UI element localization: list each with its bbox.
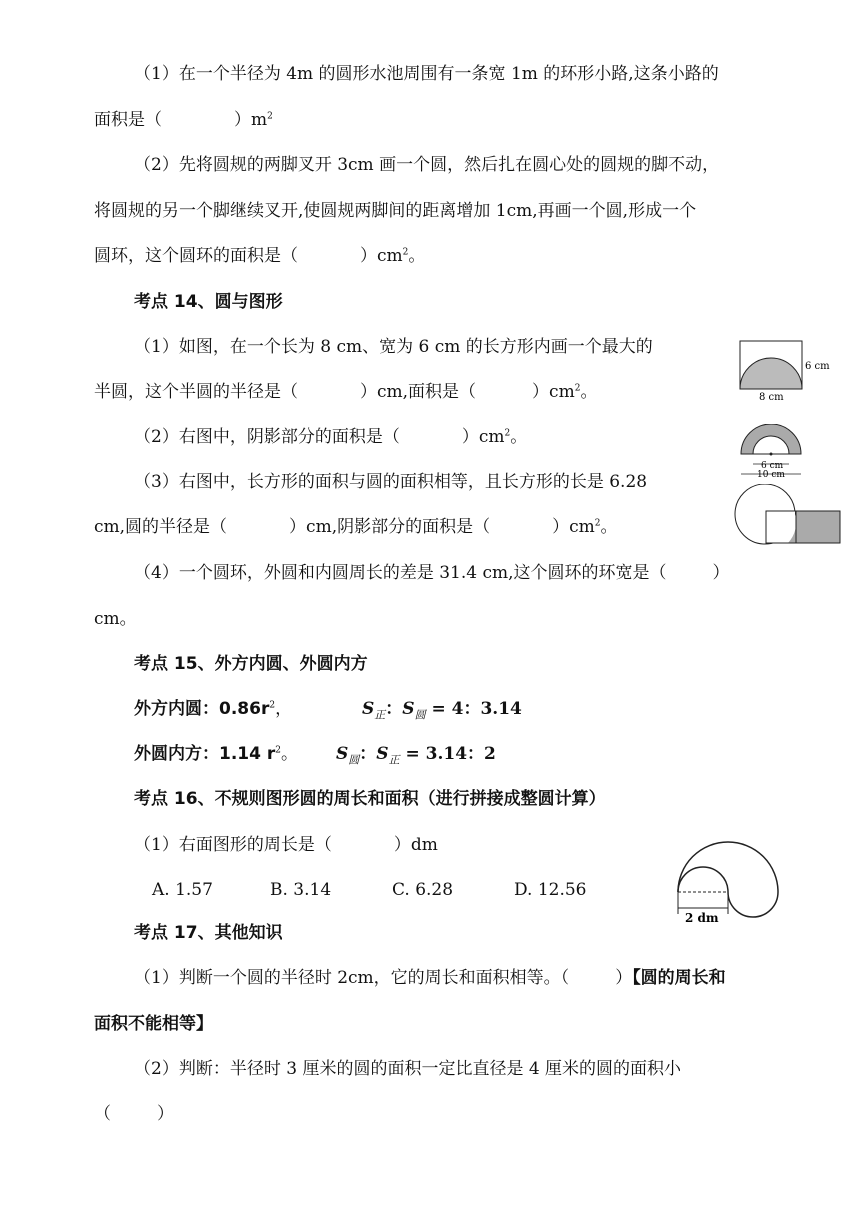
s16-options bbox=[152, 878, 587, 902]
s13-q2-line2: 将圆规的另一个脚继续叉开,使圆规两脚间的距离增加 1cm,再画一个圆,形成一个 bbox=[94, 201, 697, 221]
s13-q2-line3: 圆环，这个圆环的面积是（ ）$cm^2$。 bbox=[94, 246, 426, 266]
s17-q1-line1: （1）判断一个圆的半径时 2cm，它的周长和面积相等。（ ）【圆的周长和 bbox=[134, 968, 726, 988]
s14-q1-line1: （1）如图，在一个长为 8 cm、宽为 6 cm 的长方形内画一个最大的 bbox=[134, 337, 653, 357]
s14-heading: 考点 14、圆与图形 bbox=[134, 292, 283, 312]
s17-q1-line2: 面积不能相等】 bbox=[94, 1014, 213, 1034]
s14-q4-line2: cm。 bbox=[94, 609, 137, 629]
s14-q3-line1: （3）右图中，长方形的面积与圆的面积相等，且长方形的长是 6.28 bbox=[134, 472, 648, 492]
s14-q4-line1: （4）一个圆环，外圆和内圆周长的差是 31.4 cm,这个圆环的环宽是（ ） bbox=[134, 563, 730, 583]
option-a: A. 1.57 bbox=[152, 880, 213, 900]
s14-q1-line2: 半圆，这个半圆的半径是（ ）cm,面积是（ ）$cm^2$。 bbox=[94, 382, 598, 402]
s15-ratio2: $S_圆$：$S_正 = 3.14$：2 bbox=[336, 744, 496, 767]
fig2-inner-label: 6 cm bbox=[761, 461, 784, 471]
fig2-outer-label: 10 cm bbox=[757, 470, 785, 480]
s16-q1-line: （1）右面图形的周长是（ ）dm bbox=[134, 835, 438, 855]
circle-rectangle-figure bbox=[730, 484, 842, 554]
s13-q1-line1: （1）在一个半径为 4m 的圆形水池周围有一条宽 1m 的环形小路,这条小路的 bbox=[134, 64, 719, 84]
s13-q2-line1: （2）先将圆规的两脚叉开 3cm 画一个圆，然后扎在圆心处的圆规的脚不动， bbox=[134, 155, 720, 175]
s17-q2-line2: （ ） bbox=[94, 1104, 174, 1124]
fig1-width-label: 6 cm bbox=[805, 361, 830, 372]
s15-ratio1: $S_正$：$S_圆 = 4$：3.14 bbox=[362, 699, 522, 722]
option-d: D. 12.56 bbox=[514, 880, 587, 900]
s13-q1-line2: 面积是（ ）$m^2$ bbox=[94, 110, 273, 130]
option-b: B. 3.14 bbox=[270, 880, 332, 900]
s15-row1: 外方内圆：$0.86r^2$， bbox=[134, 699, 293, 719]
semicircle-ring-figure bbox=[735, 424, 835, 482]
s17-heading: 考点 17、其他知识 bbox=[134, 923, 283, 943]
s14-q3-line2: cm,圆的半径是（ ）cm,阴影部分的面积是（ ）$cm^2$。 bbox=[94, 517, 618, 537]
figure-inner-arc bbox=[678, 867, 728, 892]
arc-shape-figure bbox=[668, 830, 788, 926]
s15-row2: 外圆内方：1.14 $r^2$。 bbox=[134, 744, 298, 764]
s16-heading: 考点 16、不规则图形圆的周长和面积（进行拼接成整圆计算） bbox=[134, 789, 606, 809]
s15-heading: 考点 15、外方内圆、外圆内方 bbox=[134, 654, 368, 674]
fig4-label: 2 dm bbox=[685, 911, 719, 925]
rectangle-semicircle-figure bbox=[735, 338, 835, 404]
s14-q2-line: （2）右图中，阴影部分的面积是（ ）$cm^2$。 bbox=[134, 427, 528, 447]
fig1-length-label: 8 cm bbox=[759, 392, 784, 403]
s17-q2-line1: （2）判断：半径时 3 厘米的圆的面积一定比直径是 4 厘米的圆的面积小 bbox=[134, 1059, 682, 1079]
option-c: C. 6.28 bbox=[392, 880, 454, 900]
figure-ring-shaded bbox=[741, 424, 801, 454]
